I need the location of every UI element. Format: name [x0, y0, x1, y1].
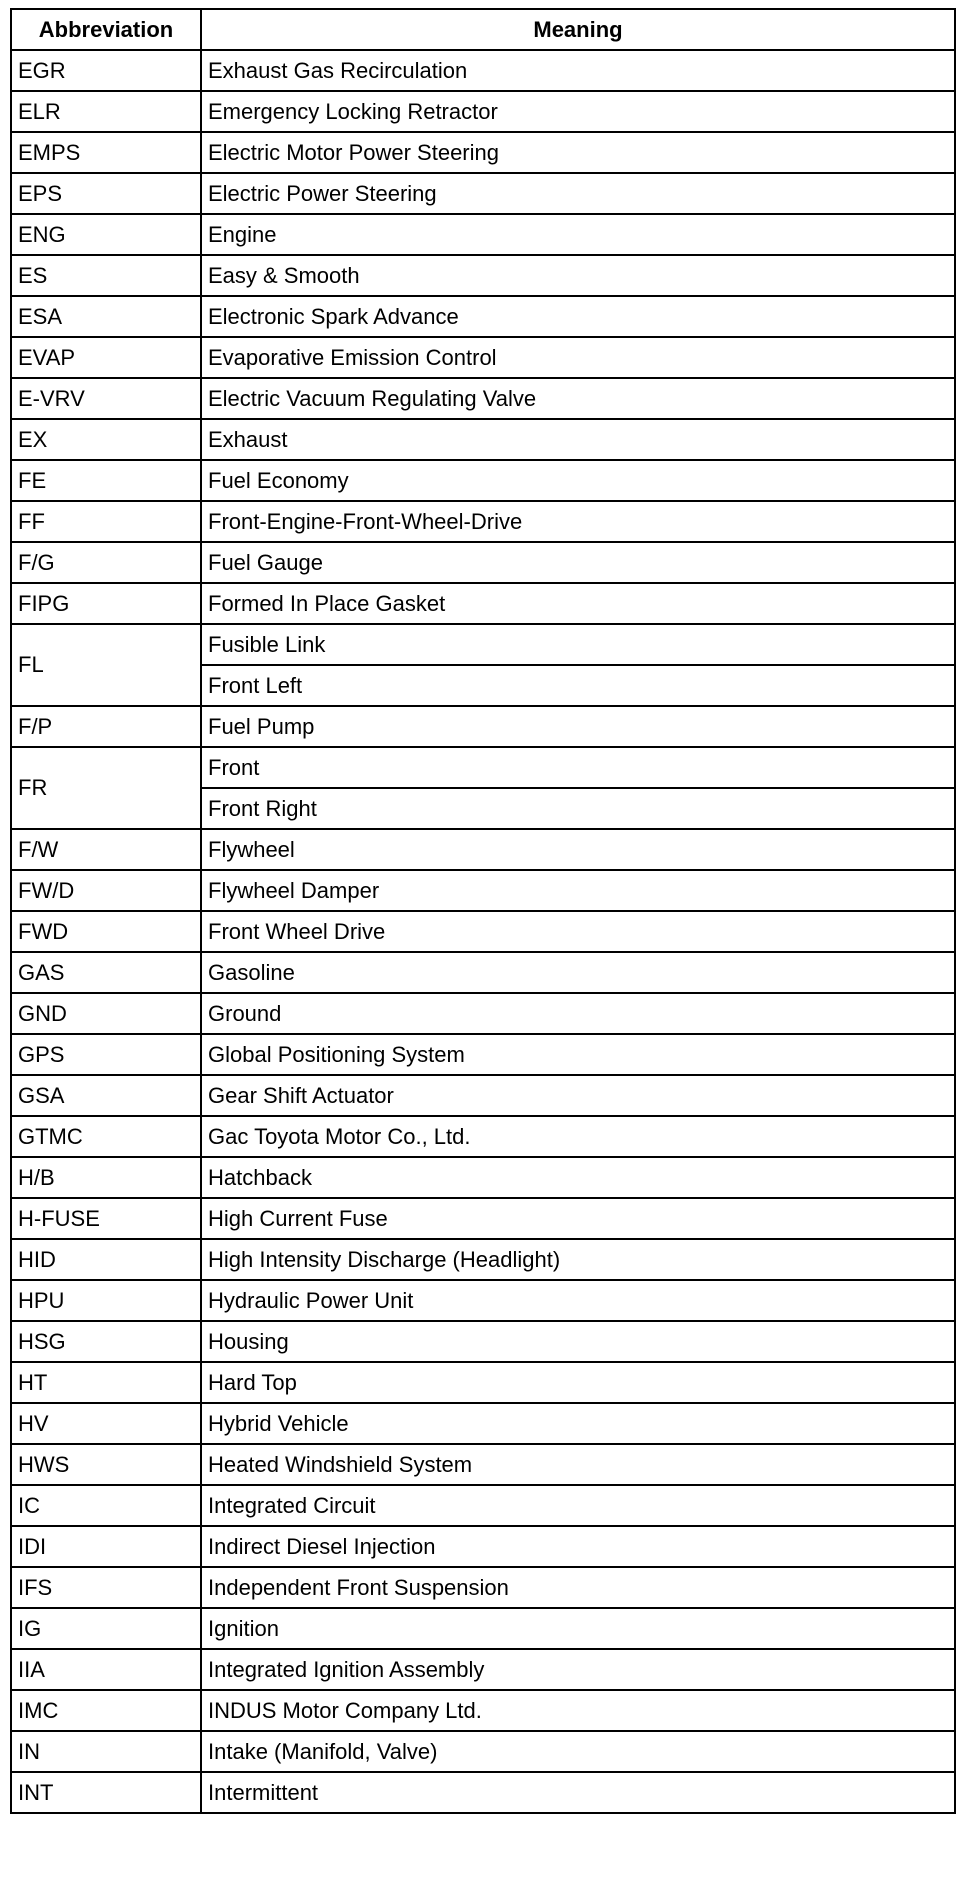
abbreviation-cell: F/P: [11, 706, 201, 747]
meaning-cell: Housing: [201, 1321, 955, 1362]
meaning-cell: Intake (Manifold, Valve): [201, 1731, 955, 1772]
abbreviation-cell: GSA: [11, 1075, 201, 1116]
table-row: [11, 583, 955, 624]
abbreviation-column-header: Abbreviation: [11, 9, 201, 50]
meaning-cell: Electronic Spark Advance: [201, 296, 955, 337]
abbreviation-cell: HPU: [11, 1280, 201, 1321]
meaning-cell: Hatchback: [201, 1157, 955, 1198]
abbreviation-cell: F/W: [11, 829, 201, 870]
meaning-cell: Hydraulic Power Unit: [201, 1280, 955, 1321]
meaning-cell: Easy & Smooth: [201, 255, 955, 296]
abbreviation-cell: GTMC: [11, 1116, 201, 1157]
table-row: [11, 50, 955, 91]
abbreviation-cell: EGR: [11, 50, 201, 91]
meaning-cell: Fuel Gauge: [201, 542, 955, 583]
meaning-cell: Intermittent: [201, 1772, 955, 1813]
abbreviation-cell: HSG: [11, 1321, 201, 1362]
table-row: [11, 1116, 955, 1157]
meaning-cell: Integrated Circuit: [201, 1485, 955, 1526]
table-row: [11, 214, 955, 255]
table-row: [11, 1526, 955, 1567]
meaning-cell: Exhaust Gas Recirculation: [201, 50, 955, 91]
table-row: [11, 132, 955, 173]
abbreviation-cell: IG: [11, 1608, 201, 1649]
meaning-cell: Integrated Ignition Assembly: [201, 1649, 955, 1690]
meaning-cell: Hard Top: [201, 1362, 955, 1403]
meaning-cell: Fusible Link: [201, 624, 955, 665]
meaning-cell: Front-Engine-Front-Wheel-Drive: [201, 501, 955, 542]
table-row: [11, 419, 955, 460]
table-header-row: [11, 9, 955, 50]
meaning-column-header: Meaning: [201, 9, 955, 50]
abbreviation-cell: ES: [11, 255, 201, 296]
meaning-cell: Exhaust: [201, 419, 955, 460]
abbreviation-cell: HID: [11, 1239, 201, 1280]
abbreviation-cell: IC: [11, 1485, 201, 1526]
table-row: [11, 91, 955, 132]
meaning-cell: Front: [201, 747, 955, 788]
abbreviation-cell: FW/D: [11, 870, 201, 911]
table-row: [11, 501, 955, 542]
meaning-cell: High Current Fuse: [201, 1198, 955, 1239]
meaning-cell: Flywheel Damper: [201, 870, 955, 911]
abbreviation-cell: HV: [11, 1403, 201, 1444]
meaning-cell: Global Positioning System: [201, 1034, 955, 1075]
meaning-cell: Electric Vacuum Regulating Valve: [201, 378, 955, 419]
meaning-cell: Formed In Place Gasket: [201, 583, 955, 624]
meaning-cell: Ground: [201, 993, 955, 1034]
meaning-cell: Evaporative Emission Control: [201, 337, 955, 378]
table-row: [11, 624, 955, 665]
meaning-cell: Front Wheel Drive: [201, 911, 955, 952]
table-row: [11, 1690, 955, 1731]
meaning-cell: Gasoline: [201, 952, 955, 993]
meaning-cell: Front Right: [201, 788, 955, 829]
table-row: [11, 1321, 955, 1362]
abbreviation-cell: FE: [11, 460, 201, 501]
meaning-cell: Gear Shift Actuator: [201, 1075, 955, 1116]
abbreviation-cell: IDI: [11, 1526, 201, 1567]
meaning-cell: Independent Front Suspension: [201, 1567, 955, 1608]
table-row: [11, 1280, 955, 1321]
meaning-cell: Hybrid Vehicle: [201, 1403, 955, 1444]
meaning-cell: Ignition: [201, 1608, 955, 1649]
abbreviation-cell: FR: [11, 747, 201, 829]
table-row: [11, 1239, 955, 1280]
abbreviation-cell: FL: [11, 624, 201, 706]
table-row: [11, 1075, 955, 1116]
table-row: [11, 1485, 955, 1526]
abbreviation-cell: E-VRV: [11, 378, 201, 419]
abbreviation-cell: HT: [11, 1362, 201, 1403]
table-row: [11, 296, 955, 337]
abbreviation-cell: FWD: [11, 911, 201, 952]
meaning-cell: Heated Windshield System: [201, 1444, 955, 1485]
abbreviation-cell: H/B: [11, 1157, 201, 1198]
abbreviation-cell: ESA: [11, 296, 201, 337]
table-row: [11, 1608, 955, 1649]
table-row: [11, 378, 955, 419]
meaning-cell: Gac Toyota Motor Co., Ltd.: [201, 1116, 955, 1157]
abbreviation-cell: ELR: [11, 91, 201, 132]
table-row: [11, 460, 955, 501]
meaning-cell: Emergency Locking Retractor: [201, 91, 955, 132]
table-row: [11, 706, 955, 747]
table-body: [11, 50, 955, 1813]
abbreviation-cell: INT: [11, 1772, 201, 1813]
table-row: [11, 1772, 955, 1813]
table-row: [11, 1157, 955, 1198]
table-row: [11, 1567, 955, 1608]
abbreviation-table: [10, 8, 956, 1814]
table-row: [11, 829, 955, 870]
abbreviation-cell: EMPS: [11, 132, 201, 173]
meaning-cell: Electric Power Steering: [201, 173, 955, 214]
table-row: [11, 747, 955, 788]
table-row: [11, 1444, 955, 1485]
table-row: [11, 173, 955, 214]
table-row: [11, 870, 955, 911]
table-row: [11, 255, 955, 296]
abbreviation-cell: GPS: [11, 1034, 201, 1075]
meaning-cell: High Intensity Discharge (Headlight): [201, 1239, 955, 1280]
abbreviation-cell: IMC: [11, 1690, 201, 1731]
abbreviation-cell: EPS: [11, 173, 201, 214]
table-row: [11, 1649, 955, 1690]
meaning-cell: Indirect Diesel Injection: [201, 1526, 955, 1567]
table-row: [11, 1731, 955, 1772]
abbreviation-cell: GND: [11, 993, 201, 1034]
meaning-cell: Fuel Pump: [201, 706, 955, 747]
abbreviation-cell: F/G: [11, 542, 201, 583]
abbreviation-cell: IN: [11, 1731, 201, 1772]
table-row: [11, 952, 955, 993]
table-row: [11, 1198, 955, 1239]
table-row: [11, 911, 955, 952]
table-row: [11, 993, 955, 1034]
meaning-cell: Fuel Economy: [201, 460, 955, 501]
abbreviation-cell: EVAP: [11, 337, 201, 378]
meaning-cell: Engine: [201, 214, 955, 255]
table-row: [11, 1034, 955, 1075]
abbreviation-cell: FF: [11, 501, 201, 542]
abbreviation-cell: IIA: [11, 1649, 201, 1690]
abbreviation-cell: H-FUSE: [11, 1198, 201, 1239]
meaning-cell: Front Left: [201, 665, 955, 706]
abbreviation-cell: ENG: [11, 214, 201, 255]
meaning-cell: Electric Motor Power Steering: [201, 132, 955, 173]
meaning-cell: Flywheel: [201, 829, 955, 870]
abbreviation-cell: IFS: [11, 1567, 201, 1608]
abbreviation-cell: HWS: [11, 1444, 201, 1485]
table-row: [11, 542, 955, 583]
abbreviation-table-container: [10, 8, 954, 1814]
abbreviation-cell: FIPG: [11, 583, 201, 624]
table-row: [11, 337, 955, 378]
meaning-cell: INDUS Motor Company Ltd.: [201, 1690, 955, 1731]
abbreviation-cell: GAS: [11, 952, 201, 993]
table-row: [11, 1403, 955, 1444]
abbreviation-cell: EX: [11, 419, 201, 460]
table-row: [11, 1362, 955, 1403]
